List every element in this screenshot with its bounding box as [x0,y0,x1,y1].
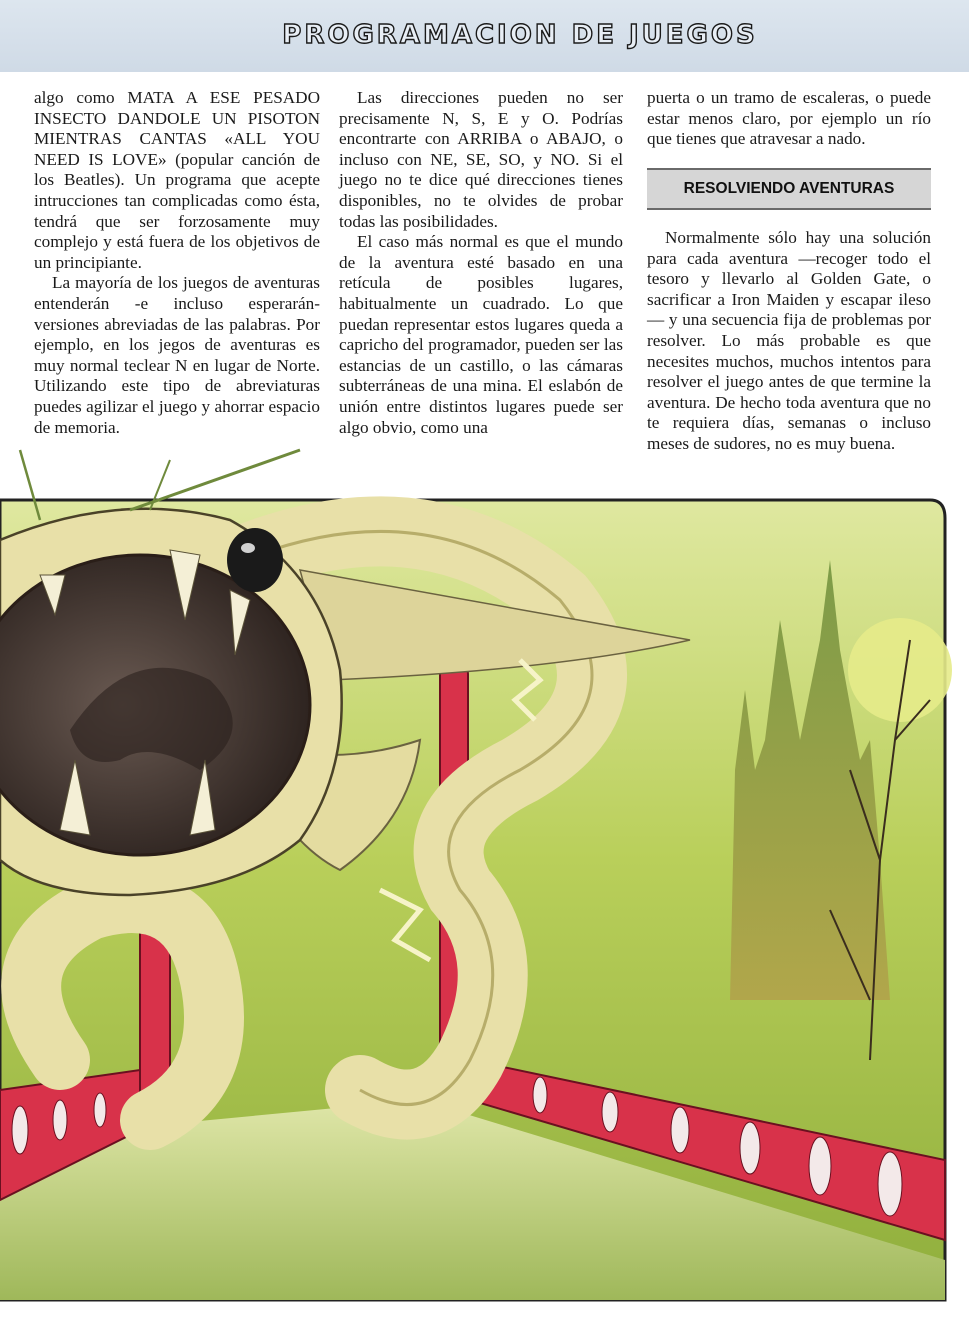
railing-hole [878,1152,902,1216]
paragraph: El caso más normal es que el mundo de la aventura esté basado en una retícula de posibles lugares, habitualmente un cuadrado. Lo que puedan representar estos lugares queda a capricho del programador, pueden ser las estancias de un castillo, o las cámaras subterráneas de una mina. El eslabón de unión entre distintos lugares puede ser algo obvio, como una [339,232,623,437]
paragraph: Normalmente sólo hay una solución para cada aventura —recoger todo el tesoro y llevarlo al Golden Gate, o sacrificar a Iron Maiden y escapar ileso— y una secuencia fija de problemas por resolver. Lo más probable es que necesites muchos, muchos intentos para resolver el juego antes de que termine la aventura. De hecho toda aventura que no te requiera días, semanas o incluso meses de sudores, no es muy buena. [647,228,931,453]
section-heading: RESOLVIENDO AVENTURAS [683,180,895,197]
text-column-1 [34,88,320,438]
railing-hole [533,1077,547,1113]
creature-eye [227,528,283,592]
text-column-3-continued [647,228,931,455]
text-column-2 [339,88,623,438]
section-heading-box [647,168,931,210]
railing-hole [94,1093,106,1127]
paragraph: Las direcciones pueden no ser precisamente N, S, E y O. Podrías encontrarte con ARRIBA o ABAJO, o incluso con NE, SE, SO, y NO. Si el juego no te dice qué direcciones tienes disponibles, no te olvides de probar todas las posibilidades. [339,88,623,231]
railing-hole [809,1137,831,1195]
eye-highlight [241,543,255,553]
railing-hole [53,1100,67,1140]
railing-hole [671,1107,689,1153]
page-header-title: PROGRAMACION DE JUEGOS [282,20,758,50]
railing-hole [12,1106,28,1154]
text-column-3 [647,88,931,150]
fantasy-illustration [0,440,969,1325]
paragraph: puerta o un tramo de escaleras, o puede estar menos claro, por ejemplo un río que tienes que atravesar a nado. [647,88,931,149]
railing-hole [740,1122,760,1174]
paragraph: algo como MATA A ESE PESADO INSECTO DANDOLE UN PISOTON MIENTRAS CANTAS «ALL YOU NEED IS LOVE» (popular canción de los Beatles). Un programa que acepte intrucciones tan complicadas como ésta, tendrá que ser forzosamente muy complejo y está fuera de los objetivos de un principiante. [34,88,320,272]
railing-hole [602,1092,618,1132]
paragraph: La mayoría de los juegos de aventuras entenderán -e incluso esperarán- versiones abreviadas de las palabras. Por ejemplo, en los jegos de aventuras es muy normal teclear N en lugar de Norte. Utilizando este tipo de abreviaturas puedes agilizar el juego y ahorrar espacio de memoria. [34,273,320,437]
